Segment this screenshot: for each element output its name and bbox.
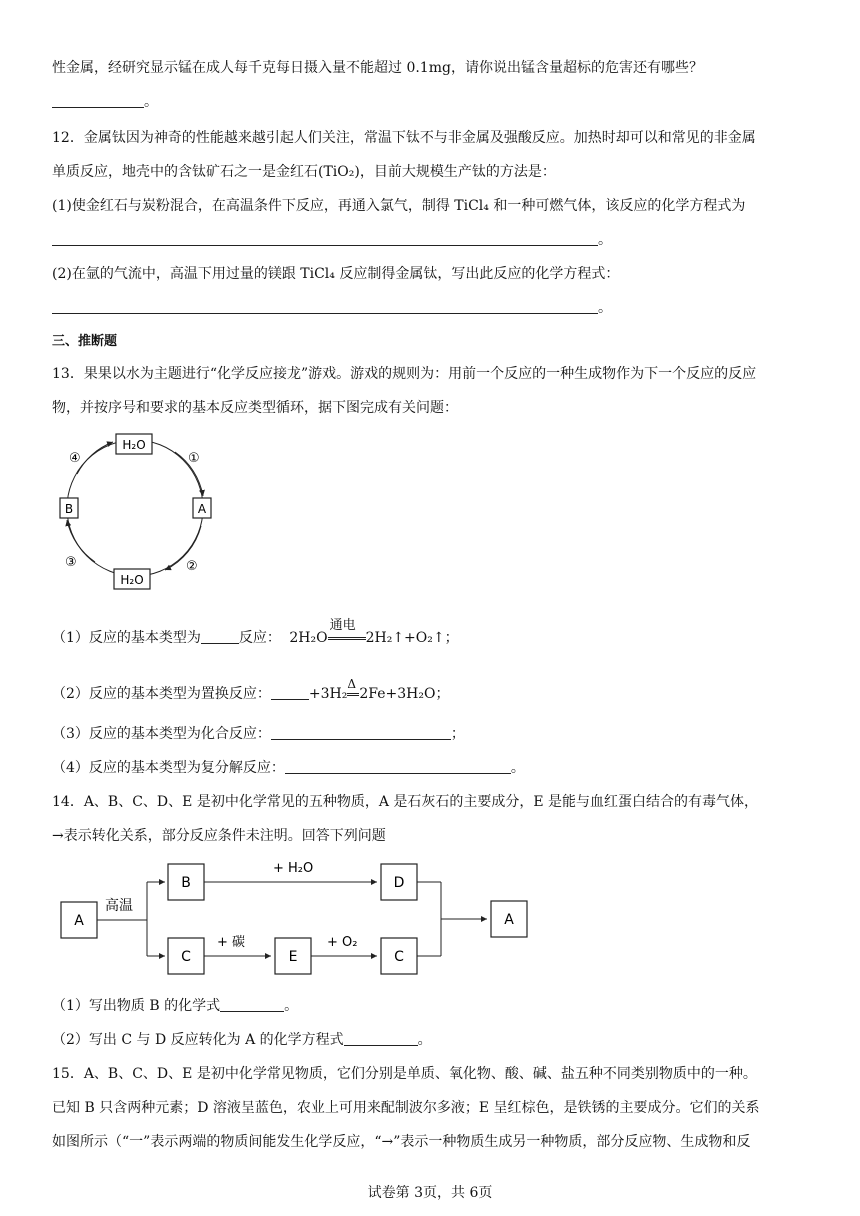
step-1-label: ① — [188, 451, 200, 466]
condition-plus-o2: + O₂ — [327, 935, 358, 950]
node-e: E — [288, 949, 298, 965]
q14-sub2-text: （2）写出 C 与 D 反应转化为 A 的化学方程式 — [52, 1032, 344, 1048]
answer-blank[interactable] — [52, 93, 144, 108]
section-heading: 三、推断题 — [52, 334, 118, 349]
equation-product: 2Fe+3H₂O； — [359, 686, 450, 702]
q13-sub3-text: （3）反应的基本类型为化合反应： — [52, 726, 271, 742]
q14-stem-line2: →表示转化关系，部分反应条件未注明。回答下列问题 — [52, 828, 386, 844]
answer-blank[interactable] — [271, 685, 309, 700]
answer-blank[interactable] — [344, 1031, 418, 1046]
answer-blank[interactable] — [52, 299, 598, 314]
q13-sub4 — [52, 758, 525, 778]
answer-blank[interactable] — [285, 759, 511, 774]
answer-blank[interactable] — [201, 629, 239, 644]
q14-sub1-text: （1）写出物质 B 的化学式 — [52, 998, 221, 1014]
q13-sub1-text2: 反应： — [238, 630, 281, 646]
q14-flow-diagram — [55, 852, 545, 982]
equation-reactant: +3H₂ — [308, 686, 348, 702]
node-top-h2o: H₂O — [122, 438, 146, 452]
punct: ； — [450, 726, 465, 742]
q11-text-line: 性金属，经研究显示锰在成人每千克每日摄入量不能超过 0.1mg，请你说出锰含量超标的危害还有哪些？ — [52, 60, 703, 76]
step-4-label: ④ — [69, 451, 81, 466]
node-a-end: A — [504, 912, 514, 928]
step-3-label: ③ — [65, 555, 77, 570]
q11-answer-line — [52, 92, 158, 112]
condition-label: Δ — [347, 676, 357, 691]
answer-blank[interactable] — [52, 231, 598, 246]
condition-plus-h2o: + H₂O — [273, 861, 314, 876]
q15-stem-line1: 15．A、B、C、D、E 是初中化学常见物质，它们分别是单质、氧化物、酸、碱、盐五种不同类别物质中的一种。 — [52, 1066, 757, 1082]
page-footer: 试卷第 3页，共 6页 — [367, 1185, 493, 1201]
punct: 。 — [144, 94, 158, 110]
punct: 。 — [598, 300, 612, 316]
q14-sub1 — [52, 996, 298, 1016]
q13-stem-line1: 13．果果以水为主题进行“化学反应接龙”游戏。游戏的规则为：用前一个反应的一种生成物作为下一个反应的反应 — [52, 366, 757, 382]
punct: 。 — [510, 760, 525, 776]
answer-blank[interactable] — [220, 997, 284, 1012]
punct: 。 — [417, 1032, 432, 1048]
node-b: B — [64, 502, 74, 516]
q13-sub2-text: （2）反应的基本类型为置换反应： — [52, 686, 271, 702]
q14-stem-line1: 14．A、B、C、D、E 是初中化学常见的五种物质，A 是石灰石的主要成分，E 是能与血红蛋白结合的有毒气体， — [52, 794, 759, 810]
q12-part1: (1)使金红石与炭粉混合，在高温条件下反应，再通入氯气，制得 TiCl₄ 和一种可燃气体，该反应的化学方程式为 — [52, 198, 746, 214]
punct: 。 — [598, 232, 612, 248]
q12-part2: (2)在氩的气流中，高温下用过量的镁跟 TiCl₄ 反应制得金属钛，写出此反应的化学方程式： — [52, 266, 620, 282]
condition-gaowen: 高温 — [105, 898, 133, 914]
node-a-start: A — [74, 913, 84, 929]
equation-product: 2H₂↑+O₂↑； — [365, 630, 459, 646]
q12-part2-answer — [52, 298, 612, 318]
q15-stem-line2: 已知 B 只含两种元素；D 溶液呈蓝色，农业上可用来配制波尔多液；E 呈红棕色，是铁锈的主要成分。它们的关系 — [52, 1100, 760, 1116]
q13-sub4-text: （4）反应的基本类型为复分解反应： — [52, 760, 285, 776]
node-c-second: C — [394, 949, 404, 965]
node-a: A — [197, 502, 207, 516]
q13-sub3 — [52, 724, 465, 744]
node-bottom-h2o: H₂O — [120, 573, 144, 587]
answer-blank[interactable] — [271, 725, 451, 740]
equation-reactant: 2H₂O — [289, 630, 328, 646]
q12-part1-answer — [52, 230, 612, 250]
step-2-label: ② — [186, 559, 198, 574]
node-c: C — [181, 949, 191, 965]
condition-plus-tan: + 碳 — [217, 935, 246, 950]
node-b: B — [181, 875, 191, 891]
q13-sub1 — [52, 617, 459, 648]
q13-sub1-text: （1）反应的基本类型为 — [52, 630, 201, 646]
q13-sub2 — [52, 676, 450, 704]
condition-label: 通电 — [329, 617, 356, 633]
node-d: D — [393, 875, 405, 891]
q12-stem-line1: 12．金属钛因为神奇的性能越来越引起人们关注，常温下钛不与非金属及强酸反应。加热时却可以和常见的非金属 — [52, 130, 756, 146]
q14-sub2 — [52, 1030, 432, 1050]
q13-cycle-diagram — [55, 430, 225, 600]
q13-stem-line2: 物，并按序号和要求的基本反应类型循环，据下图完成有关问题： — [52, 400, 458, 416]
punct: 。 — [284, 998, 299, 1014]
q12-stem-line2: 单质反应，地壳中的含钛矿石之一是金红石(TiO₂)，目前大规模生产钛的方法是： — [52, 164, 556, 180]
q15-stem-line3: 如图所示（“一”表示两端的物质间能发生化学反应，“→”表示一种物质生成另一种物质，部分反应物、生成物和反 — [52, 1134, 751, 1150]
